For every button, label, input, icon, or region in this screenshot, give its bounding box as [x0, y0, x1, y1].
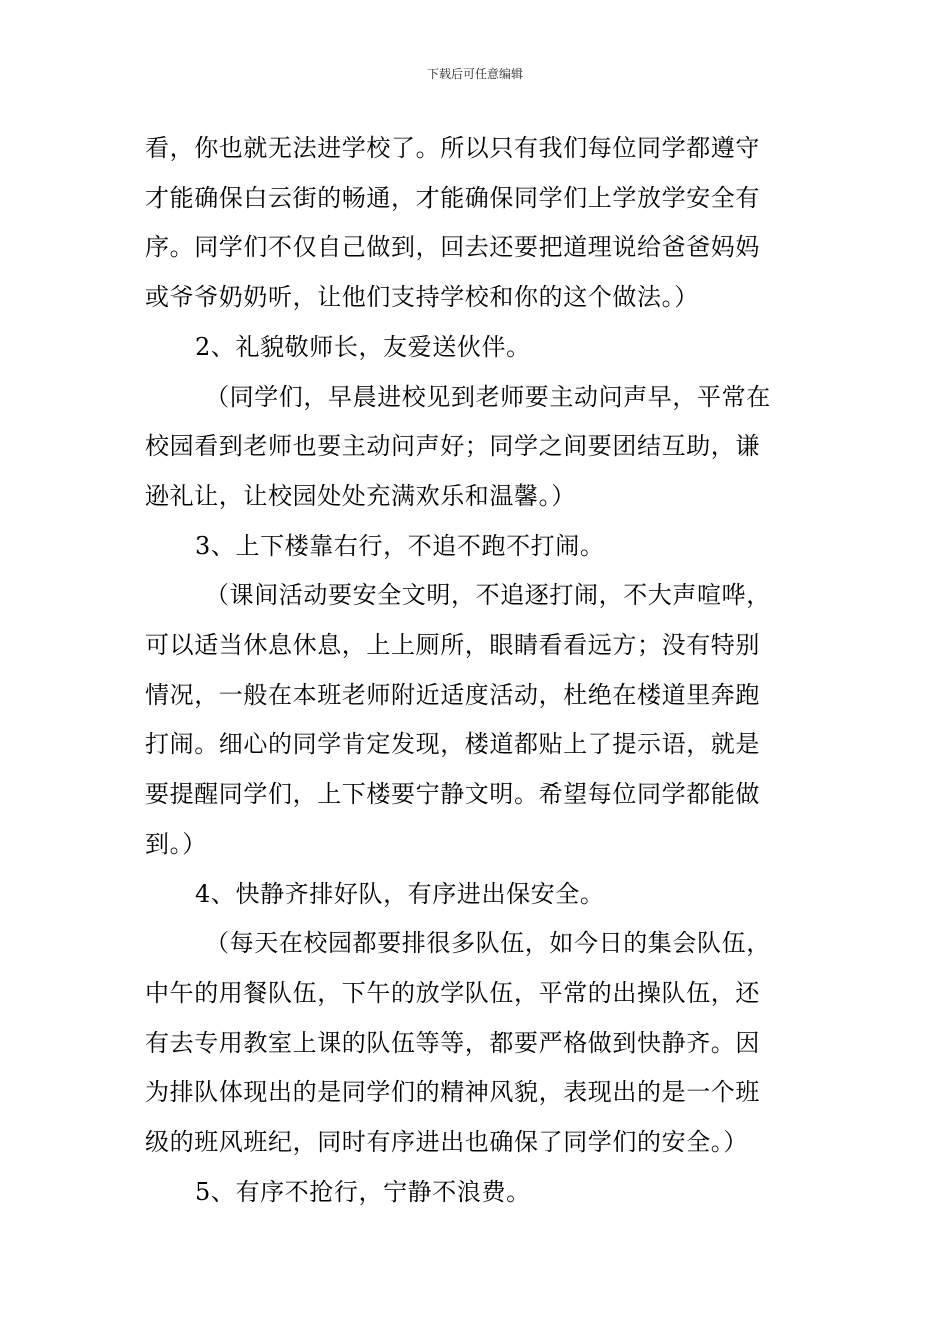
text-line: （同学们，早晨进校见到老师要主动问声早，平常在 [205, 382, 771, 411]
list-item-heading: 5、有序不抢行，宁静不浪费。 [195, 1177, 531, 1206]
text-line: 有去专用教室上课的队伍等等，都要严格做到快静齐。因 [145, 1028, 760, 1057]
text-line: 中午的用餐队伍，下午的放学队伍，平常的出操队伍，还 [145, 978, 760, 1007]
text-line: 到。） [145, 829, 207, 858]
text-line: 可以适当休息休息，上上厕所，眼睛看看远方；没有特别 [145, 631, 760, 660]
text-line: 才能确保白云街的畅通，才能确保同学们上学放学安全有 [145, 183, 760, 212]
list-item-heading: 2、礼貌敬师长，友爱送伙伴。 [195, 332, 531, 361]
page-header: 下载后可任意编辑 [426, 67, 523, 81]
text-line: （每天在校园都要排很多队伍，如今日的集会队伍， [205, 929, 771, 958]
text-line: 情况，一般在本班老师附近适度活动，杜绝在楼道里奔跑 [145, 680, 760, 709]
document-body [145, 124, 807, 1217]
text-line: 为排队体现出的是同学们的精神风貌，表现出的是一个班 [145, 1078, 760, 1107]
text-line: 序。同学们不仅自己做到，回去还要把道理说给爸爸妈妈 [145, 233, 760, 262]
list-item-heading: 3、上下楼靠右行，不追不跑不打闹。 [195, 531, 605, 560]
text-line: 看，你也就无法进学校了。所以只有我们每位同学都遵守 [145, 134, 760, 162]
text-line: 打闹。细心的同学肯定发现，楼道都贴上了提示语，就是 [145, 730, 760, 759]
text-line: 校园看到老师也要主动问声好；同学之间要团结互助，谦 [145, 432, 760, 461]
text-line: 或爷爷奶奶听，让他们支持学校和你的这个做法。） [145, 283, 699, 312]
text-line: 逊礼让，让校园处处充满欢乐和温馨。） [145, 481, 576, 510]
text-line: 级的班风班纪，同时有序进出也确保了同学们的安全。） [145, 1128, 748, 1157]
text-line: 要提醒同学们，上下楼要宁静文明。希望每位同学都能做 [145, 780, 760, 809]
text-line: （课间活动要安全文明，不追逐打闹，不大声喧哗， [205, 581, 771, 610]
list-item-heading: 4、快静齐排好队，有序进出保安全。 [195, 879, 605, 908]
